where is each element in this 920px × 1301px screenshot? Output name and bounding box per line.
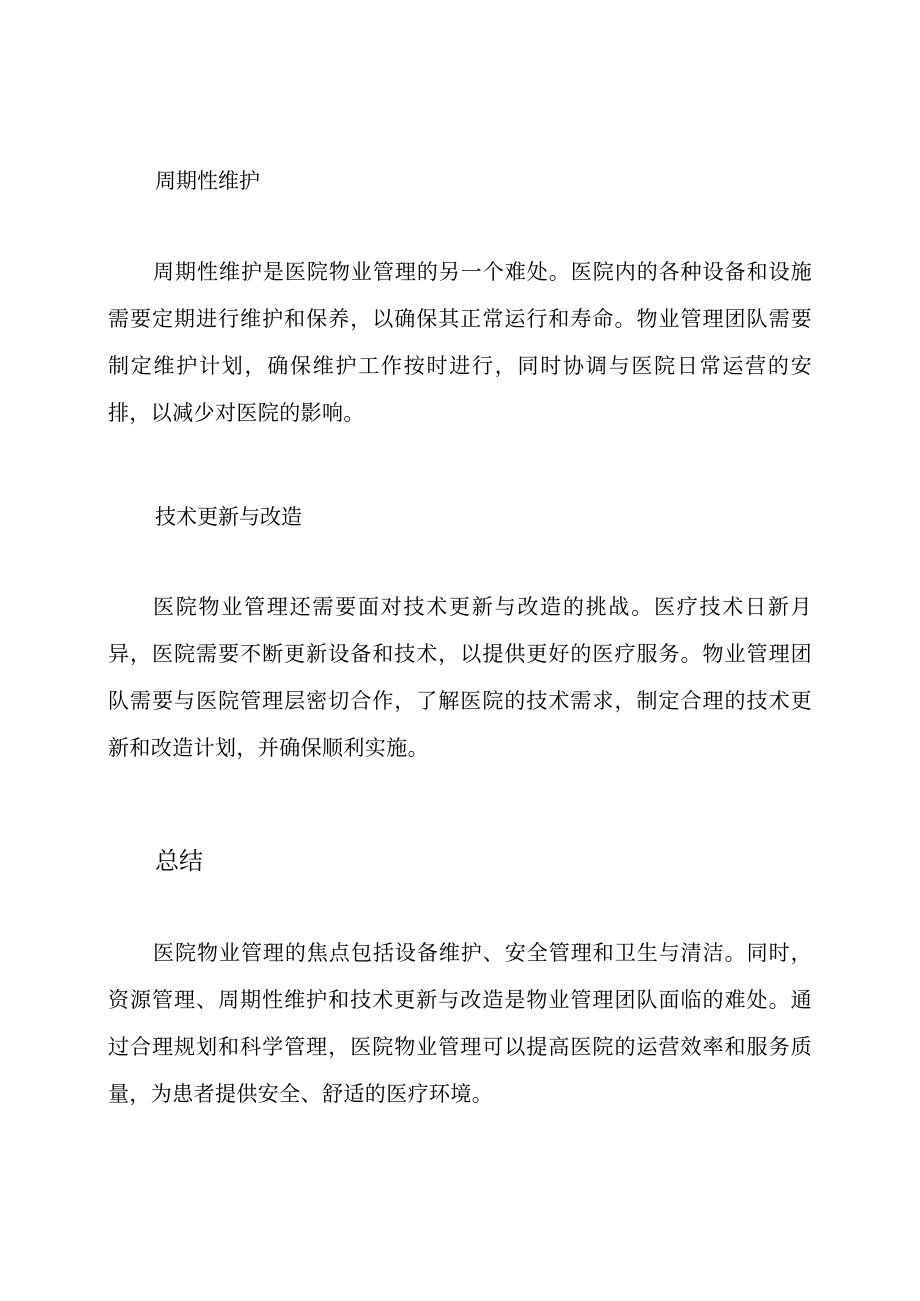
section-paragraph-summary: 医院物业管理的焦点包括设备维护、安全管理和卫生与清洁。同时，资源管理、周期性维护和技术更新与改造是物业管理团队面临的难处。通过合理规划和科学管理，医院物业管理可以提高医院的运营效率和服务质量，为患者提供安全、舒适的医疗环境。 <box>108 941 812 1106</box>
section-heading-tech-update: 技术更新与改造 <box>155 505 302 529</box>
section-heading-periodic-maintenance: 周期性维护 <box>155 169 260 193</box>
section-paragraph-tech-update: 医院物业管理还需要面对技术更新与改造的挑战。医疗技术日新月异，医院需要不断更新设备和技术，以提供更好的医疗服务。物业管理团队需要与医院管理层密切合作，了解医院的技术需求，制定合理的技术更新和改造计划，并确保顺利实施。 <box>108 595 812 760</box>
section-heading-summary: 总结 <box>155 847 203 875</box>
section-paragraph-periodic-maintenance: 周期性维护是医院物业管理的另一个难处。医院内的各种设备和设施需要定期进行维护和保养，以确保其正常运行和寿命。物业管理团队需要制定维护计划，确保维护工作按时进行，同时协调与医院日常运营的安排，以减少对医院的影响。 <box>108 260 812 425</box>
